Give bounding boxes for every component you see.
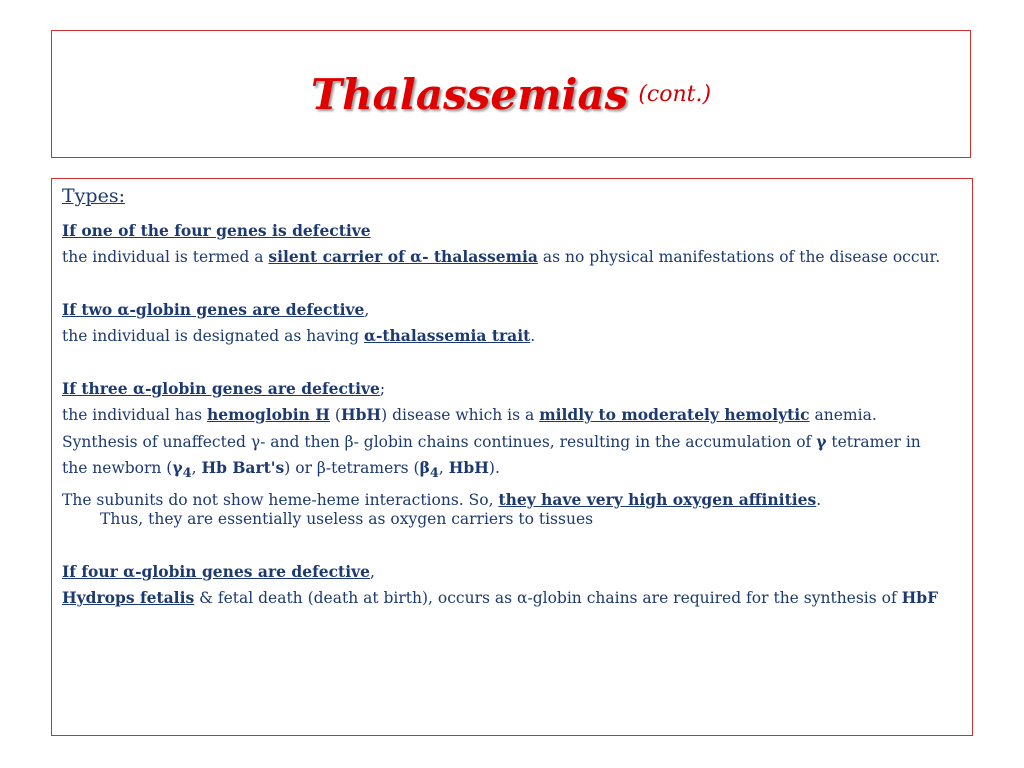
hemolytic-term: mildly to moderately hemolytic xyxy=(539,405,810,424)
synthesis-text: Synthesis of unaffected γ- and then β- globin chains continues, resulting in the accumulation of γ tetramer in the newborn ($\gamma_4$, Hb Bart's) or β-tetramers ($\beta_4$, HbH). xyxy=(62,431,921,482)
hydrops-fetalis-term: Hydrops fetalis xyxy=(62,588,195,608)
content-text xyxy=(62,184,942,612)
section-one-heading: If one of the four genes is defective xyxy=(62,220,371,240)
subunits-continued: Thus, they are essentially useless as oxygen carriers to tissues xyxy=(100,510,594,529)
slide-title: Thalassemias xyxy=(310,69,629,119)
section-two-heading: If two α-globin genes are defective, xyxy=(62,299,370,319)
section-three-text: the individual has hemoglobin H (HbH) disease which is a mildly to moderately hemolytic anemia. xyxy=(62,405,877,424)
hemoglobin-h-term: hemoglobin H xyxy=(206,405,330,424)
section-four-text: Hydrops fetalis & fetal death (death at birth), occurs as α-globin chains are required for the synthesis of HbF xyxy=(62,588,939,608)
section-three-heading: If three α-globin genes are defective; xyxy=(62,378,386,398)
silent-carrier-term: silent carrier of α- thalassemia xyxy=(268,247,538,266)
content-box xyxy=(51,178,973,736)
section-two-text: the individual is designated as having α-thalassemia trait. xyxy=(62,326,536,345)
oxygen-affinity-term: they have very high oxygen affinities xyxy=(498,489,817,509)
trait-term: α-thalassemia trait xyxy=(364,326,531,345)
section-one-text: the individual is termed a silent carrier of α- thalassemia as no physical manifestations of the disease occur. xyxy=(62,247,941,266)
types-heading: Types: xyxy=(62,185,125,207)
subunits-text: The subunits do not show heme-heme interactions. So, they have very high oxygen affinities. xyxy=(62,489,822,509)
slide-subtitle: (cont.) xyxy=(638,81,712,107)
section-four-heading: If four α-globin genes are defective, xyxy=(62,561,375,581)
title-box xyxy=(51,30,971,158)
